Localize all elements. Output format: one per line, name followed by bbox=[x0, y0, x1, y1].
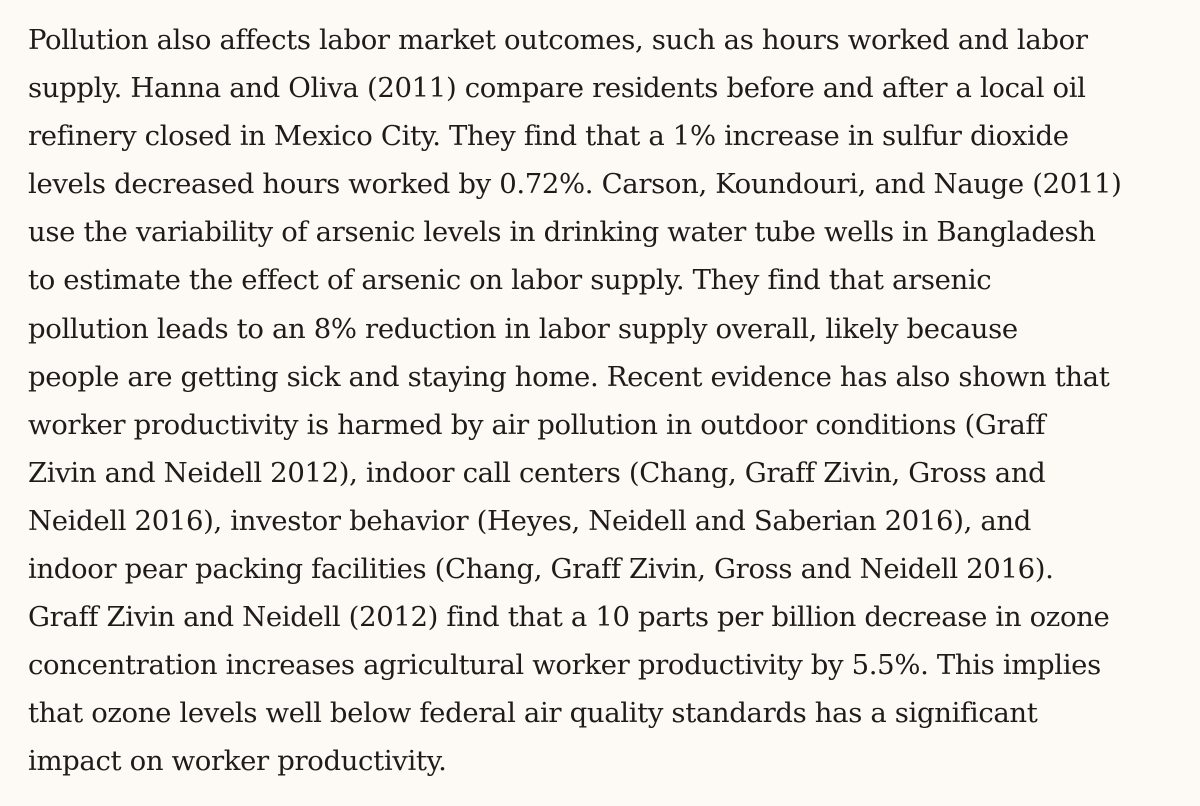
paragraph-line: concentration increases agricultural worker productivity by 5.5%. This implies bbox=[28, 649, 1101, 682]
paragraph-line: Pollution also affects labor market outcomes, such as hours worked and labor bbox=[28, 24, 1088, 56]
paragraph-line: supply. Hanna and Oliva (2011) compare residents before and after a local oil bbox=[28, 72, 1086, 105]
paragraph-line: indoor pear packing facilities (Chang, Graff Zivin, Gross and Neidell 2016). bbox=[28, 553, 1054, 586]
paragraph-line: refinery closed in Mexico City. They find that a 1% increase in sulfur dioxide bbox=[28, 120, 1069, 153]
body-paragraph bbox=[28, 16, 1188, 786]
paragraph-line: worker productivity is harmed by air pollution in outdoor conditions (Graff bbox=[28, 408, 1046, 441]
paragraph-line: Neidell 2016), investor behavior (Heyes, Neidell and Saberian 2016), and bbox=[28, 504, 1032, 537]
paragraph-line: Graff Zivin and Neidell (2012) find that a 10 parts per billion decrease in ozone bbox=[28, 601, 1110, 634]
paragraph-line: Zivin and Neidell 2012), indoor call centers (Chang, Graff Zivin, Gross and bbox=[28, 456, 1046, 489]
paragraph-line: use the variability of arsenic levels in drinking water tube wells in Bangladesh bbox=[28, 216, 1096, 249]
paragraph-line: levels decreased hours worked by 0.72%. Carson, Koundouri, and Nauge (2011) bbox=[28, 168, 1122, 201]
paragraph-line: to estimate the effect of arsenic on labor supply. They find that arsenic bbox=[28, 264, 992, 297]
paragraph-line: that ozone levels well below federal air quality standards has a significant bbox=[28, 697, 1038, 730]
paragraph-line: people are getting sick and staying home. Recent evidence has also shown that bbox=[28, 360, 1110, 393]
paragraph-line: impact on worker productivity. bbox=[28, 745, 447, 778]
paragraph-line: pollution leads to an 8% reduction in labor supply overall, likely because bbox=[28, 312, 1018, 345]
